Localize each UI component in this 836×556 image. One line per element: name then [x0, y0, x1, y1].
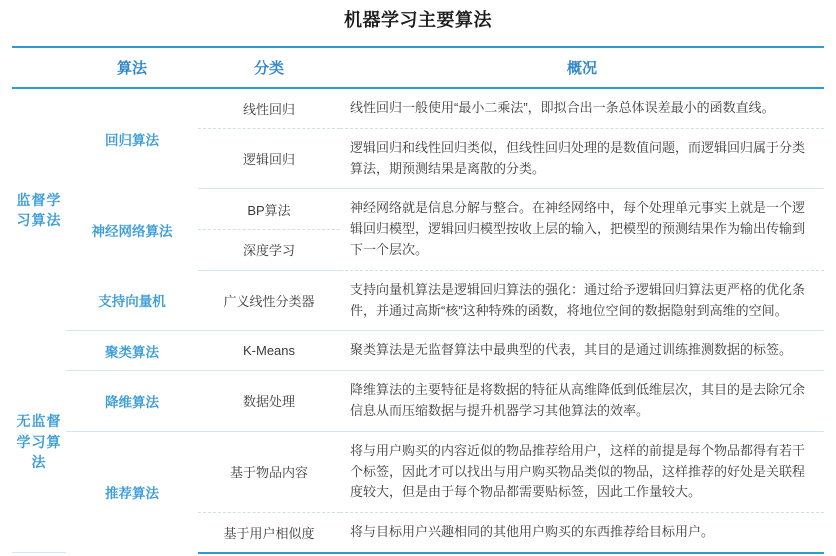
algorithm-clustering: 聚类算法 [66, 331, 198, 371]
description-item-based: 将与用户购买的内容近似的物品推荐给用户，这样的前提是每个物品都得有若干个标签，因此才可以找出与用户购买物品类似的物品，这样推荐的好处是关联程度较大，但是由于每个物品都需要贴标签，因此工作量较大。 [340, 431, 824, 512]
header-algorithm: 算法 [66, 47, 198, 88]
category-bp-algorithm: BP算法 [198, 189, 340, 230]
category-logistic-regression: 逻辑回归 [198, 128, 340, 189]
description-user-based: 将与目标用户兴趣相同的其他用户购买的东西推荐给目标用户。 [340, 513, 824, 553]
description-linear-regression: 线性回归一般使用“最小二乘法”，即拟合出一条总体误差最小的函数直线。 [340, 88, 824, 128]
description-clustering: 聚类算法是无监督算法中最典型的代表，其目的是通过训练推测数据的标签。 [340, 331, 824, 371]
description-logistic-regression: 逻辑回归和线性回归类似，但线性回归处理的是数值问题，而逻辑回归属于分类算法，期预测结果是离散的分类。 [340, 128, 824, 189]
table-row [12, 431, 824, 512]
algorithm-neural-network: 神经网络算法 [91, 223, 173, 239]
table-header-row [12, 47, 824, 88]
description-svm: 支持向量机算法是逻辑回归算法的强化：通过给予逻辑回归算法更严格的优化条件，并通过高斯“核”这种特殊的函数，将地位空间的数据隐射到高维的空间。 [340, 270, 824, 331]
table-row [12, 88, 824, 128]
table-row [12, 270, 824, 331]
table-row [12, 371, 824, 432]
category-item-based: 基于物品内容 [198, 431, 340, 512]
description-neural-network: 神经网络就是信息分解与整合。在神经网络中，每个处理单元事实上就是一个逻辑回归模型，逻辑回归模型按收上层的输入，把模型的预测结果作为输出传输到下一个层次。 [340, 189, 824, 270]
algorithm-dimensionality-reduction: 降维算法 [66, 371, 198, 432]
category-kmeans: K-Means [198, 331, 340, 371]
algorithms-table [12, 46, 824, 554]
header-category: 分类 [198, 47, 340, 88]
group-label-supervised: 监督学习算法 [16, 191, 62, 228]
header-description: 概况 [340, 47, 824, 88]
page-title: 机器学习主要算法 [344, 10, 492, 30]
description-dimensionality-reduction: 降维算法的主要特征是将数据的特征从高维降低到低维层次，其目的是去除冗余信息从而压缩数据与提升机器学习其他算法的效率。 [340, 371, 824, 432]
category-data-processing: 数据处理 [198, 371, 340, 432]
group-label-unsupervised: 无监督学习算法 [12, 331, 66, 553]
category-user-based: 基于用户相似度 [198, 513, 340, 553]
category-linear-regression: 线性回归 [198, 88, 340, 128]
table-row [12, 189, 824, 230]
algorithm-regression: 回归算法 [105, 132, 159, 148]
category-generalized-linear-classifier: 广义线性分类器 [198, 270, 340, 331]
header-blank [12, 47, 66, 88]
algorithm-recommendation: 推荐算法 [105, 486, 159, 502]
category-deep-learning: 深度学习 [198, 230, 340, 271]
algorithm-svm: 支持向量机 [66, 270, 198, 331]
table-row [12, 331, 824, 371]
